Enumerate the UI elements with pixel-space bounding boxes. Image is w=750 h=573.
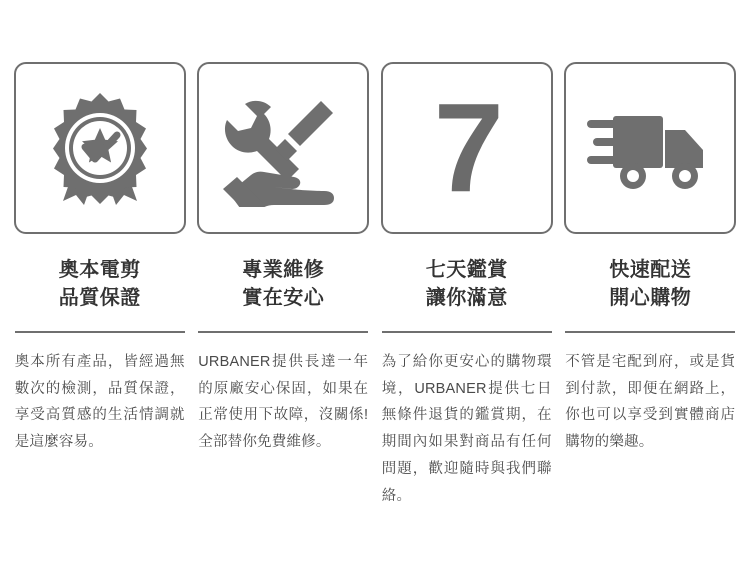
feature-description: URBANER提供長達一年的原廠安心保固，如果在正常使用下故障，沒關係!全部替你免費維修。 bbox=[198, 353, 369, 451]
wrench-repair-hand-icon bbox=[221, 89, 345, 207]
feature-title bbox=[242, 256, 324, 313]
feature-icon-box bbox=[564, 62, 736, 234]
seven-days-icon: 7 bbox=[433, 77, 500, 218]
divider bbox=[565, 331, 735, 333]
divider bbox=[382, 331, 552, 333]
feature-title-line2: 讓你滿意 bbox=[425, 287, 508, 310]
feature-icon-box bbox=[381, 62, 553, 234]
feature-description: 為了給你更安心的購物環境，URBANER提供七日無條件退貨的鑑賞期，在期間內如果對商品有任何問題，歡迎隨時與我們聯絡。 bbox=[381, 353, 552, 504]
feature-item-repair bbox=[192, 62, 376, 456]
feature-title-line1: 專業維修 bbox=[242, 259, 325, 281]
feature-title bbox=[426, 256, 508, 313]
quality-badge-icon bbox=[41, 89, 159, 207]
feature-icon-box bbox=[14, 62, 186, 234]
feature-title-line1: 快速配送 bbox=[609, 259, 692, 281]
feature-title-line2: 開心購物 bbox=[609, 287, 692, 310]
feature-title-line2: 品質保證 bbox=[58, 287, 141, 310]
feature-description: 奧本所有產品，皆經過無數次的檢測，品質保證，享受高質感的生活情調就是這麼容易。 bbox=[14, 353, 185, 451]
feature-icon-box bbox=[197, 62, 369, 234]
delivery-truck-icon bbox=[587, 98, 713, 198]
divider bbox=[15, 331, 185, 333]
feature-item-quality bbox=[8, 62, 192, 456]
feature-title bbox=[609, 256, 691, 313]
feature-title-line1: 奧本電剪 bbox=[58, 259, 141, 281]
feature-title bbox=[59, 256, 141, 313]
feature-description: 不管是宅配到府，或是貨到付款，即便在網路上，你也可以享受到實體商店購物的樂趣。 bbox=[565, 353, 736, 451]
feature-item-delivery bbox=[559, 62, 743, 456]
feature-title-line2: 實在安心 bbox=[242, 287, 325, 310]
divider bbox=[198, 331, 368, 333]
feature-item-seven-days bbox=[375, 62, 559, 510]
feature-title-line1: 七天鑑賞 bbox=[425, 259, 508, 281]
